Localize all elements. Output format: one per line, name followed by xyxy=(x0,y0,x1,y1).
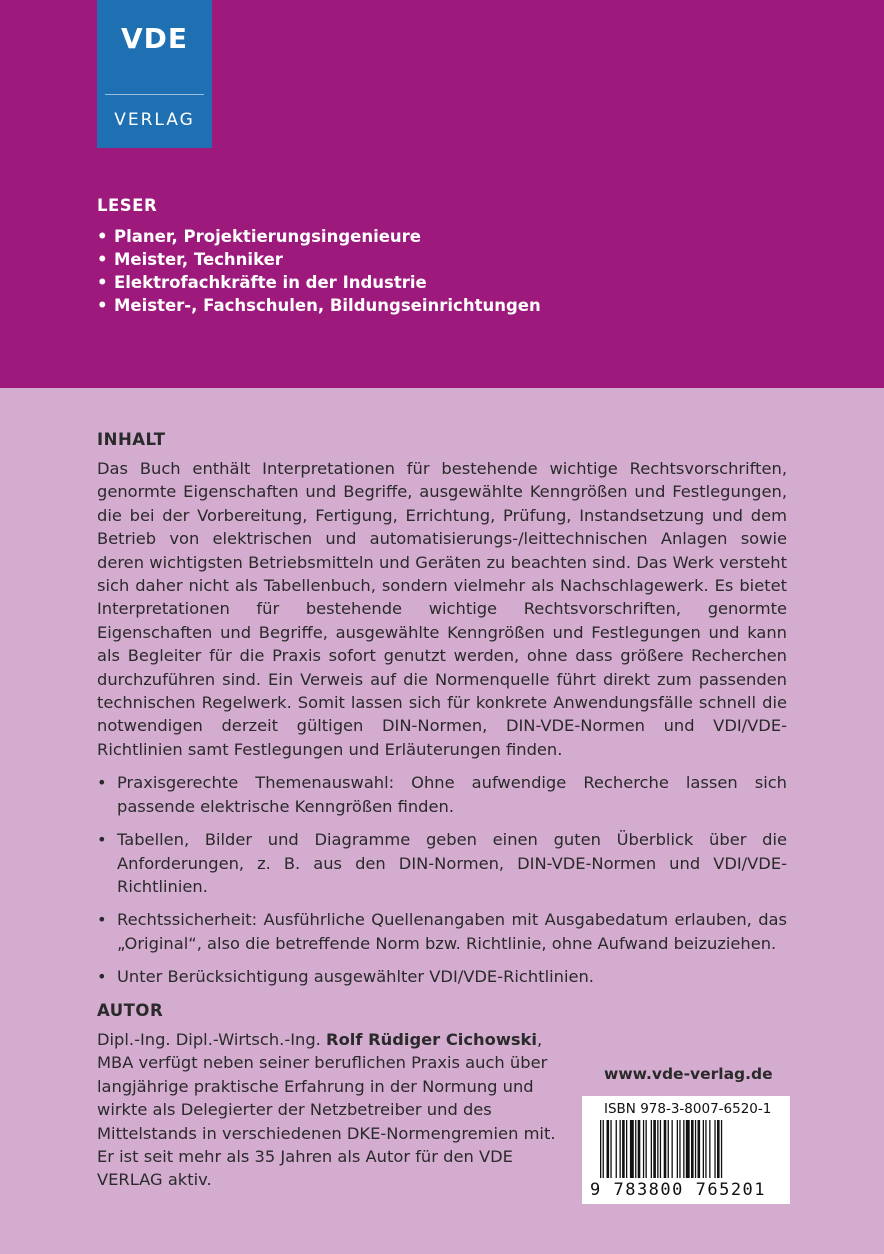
logo-verlag-text: VERLAG xyxy=(114,110,195,130)
bullet-icon: • xyxy=(97,910,107,930)
leser-section xyxy=(97,196,541,317)
autor-text: , MBA verfügt neben seiner beruflichen Praxis auch über langjährige praktische Erfahrung in der Normung und wirkte als Delegierter der Netzbetreiber und des Mittelstands in verschiedenen DKE-Normengremien mit. Er ist seit mehr als 35 Jahren als Autor für den VDE VERLAG aktiv. xyxy=(97,1030,556,1190)
leser-list xyxy=(97,225,541,317)
barcode-icon xyxy=(600,1120,772,1178)
inhalt-bullet xyxy=(97,771,787,818)
inhalt-heading: INHALT xyxy=(97,430,166,449)
logo-divider xyxy=(105,94,204,95)
bullet-icon: • xyxy=(97,830,107,850)
inhalt-section xyxy=(97,430,787,989)
leser-item xyxy=(97,225,541,248)
inhalt-paragraph: Das Buch enthält Interpretationen für bestehende wichtige Rechtsvorschriften, genormte Eigenschaften und Begriffe, ausgewählte Kenngrößen und Festlegungen, die bei der Vorbereitung, Fertigung, Errichtung, Prüfung, Instandsetzung und dem Betrieb von elektrischen und automatisierungs-/leittechnischen Anlagen sowie deren wichtigsten Betriebsmitteln und Geräten zu beachten sind. Das Werk versteht sich daher nicht als Tabellenbuch, sondern vielmehr als Nachschlagewerk. Es bietet Interpretationen für bestehende wichtige Rechtsvorschriften, genormte Eigenschaften und Begriffe, ausgewählte Kenngrößen und Festlegungen und kann als Begleiter für die Praxis sofort genutzt werden, ohne dass größere Recherchen durchzuführen sind. Ein Verweis auf die Normenquelle führt direkt zum passenden technischen Regelwerk. Somit lassen sich für konkrete Anwendungsfälle schnell die notwendigen derzeit gültigen DIN-Normen, DIN-VDE-Normen und VDI/VDE-Richtlinien samt Festlegungen und Erläuterungen finden. xyxy=(97,459,787,759)
inhalt-bullet xyxy=(97,908,787,955)
leser-item-text: Elektrofachkräfte in der Industrie xyxy=(114,273,427,292)
autor-paragraph xyxy=(97,1028,557,1192)
leser-item-text: Meister-, Fachschulen, Bildungseinrichtungen xyxy=(114,296,541,315)
inhalt-bullet-text: Praxisgerechte Themenauswahl: Ohne aufwendige Recherche lassen sich passende elektrische Kenngrößen finden. xyxy=(117,773,787,816)
bullet-icon: • xyxy=(97,967,107,987)
autor-name: Rolf Rüdiger Cichowski xyxy=(326,1030,537,1049)
leser-item xyxy=(97,248,541,271)
inhalt-bullet-text: Unter Berücksichtigung ausgewählter VDI/VDE-Richtlinien. xyxy=(117,967,594,987)
autor-heading: AUTOR xyxy=(97,1001,164,1020)
leser-item xyxy=(97,271,541,294)
isbn-label: ISBN 978-3-8007-6520-1 xyxy=(604,1101,772,1117)
barcode-box xyxy=(582,1096,790,1204)
autor-section xyxy=(97,1001,557,1192)
inhalt-bullet-text: Rechtssicherheit: Ausführliche Quellenangaben mit Ausgabedatum erlauben, das „Original“, also die betreffende Norm bzw. Richtlinie, ohne Aufwand beizuziehen. xyxy=(117,910,787,953)
header-band xyxy=(0,0,884,388)
bullet-icon: • xyxy=(97,773,107,793)
inhalt-bullet xyxy=(97,965,787,988)
bullet-icon: • xyxy=(97,273,108,292)
inhalt-bullet-text: Tabellen, Bilder und Diagramme geben einen guten Überblick über die Anforderungen, z. B. aus den DIN-Normen, DIN-VDE-Normen und VDI/VDE-Richtlinien. xyxy=(117,830,787,896)
leser-heading: LESER xyxy=(97,196,158,215)
leser-item-text: Meister, Techniker xyxy=(114,250,283,269)
inhalt-bullet xyxy=(97,828,787,898)
bullet-icon: • xyxy=(97,250,108,269)
website-link[interactable]: www.vde-verlag.de xyxy=(604,1065,773,1083)
autor-prefix: Dipl.-Ing. Dipl.-Wirtsch.-Ing. xyxy=(97,1030,327,1049)
leser-item-text: Planer, Projektierungsingenieure xyxy=(114,227,421,246)
vde-verlag-logo xyxy=(97,0,212,148)
bullet-icon: • xyxy=(97,227,108,246)
logo-vde-text: VDE xyxy=(120,22,189,55)
ean-number: 9 783800 765201 xyxy=(590,1180,767,1200)
leser-item xyxy=(97,294,541,317)
bullet-icon: • xyxy=(97,296,108,315)
